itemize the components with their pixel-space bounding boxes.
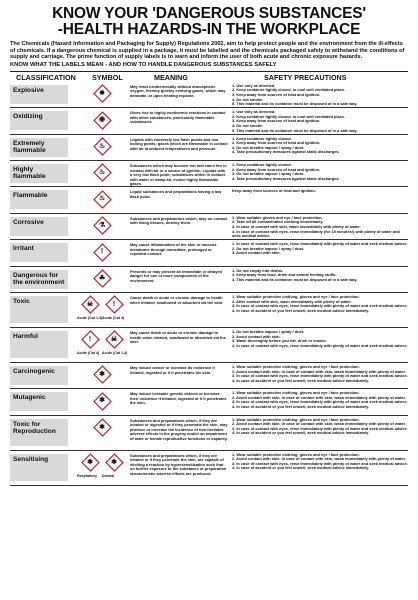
flame-icon: ♨ bbox=[93, 190, 111, 208]
table-row bbox=[10, 240, 408, 266]
symbol-caption: Dermal bbox=[102, 473, 115, 478]
classification-label: Extremely flammable bbox=[10, 138, 68, 157]
classification-label: Oxidizing bbox=[10, 111, 68, 130]
classification-label: Harmful bbox=[10, 331, 68, 358]
precaution-item: 2. Avoid contact with skin. In case of contact with skin, wash immediately with plenty of water. bbox=[232, 394, 406, 400]
table-row bbox=[10, 161, 408, 187]
classification-label: Corrosive bbox=[10, 217, 68, 236]
table-row bbox=[10, 293, 408, 328]
safety-precautions bbox=[232, 84, 408, 107]
safety-precautions bbox=[232, 295, 408, 313]
classification-label: Mutagenic bbox=[10, 392, 68, 411]
precaution-item: 2. Keep away from food, drink and animal feeding stuffs. bbox=[232, 272, 337, 278]
precaution-item: 3. In case of contact with eyes, rinse immediately with plenty of water and seek medical advice. bbox=[232, 399, 408, 405]
precaution-item: 1. Use only as directed. bbox=[232, 82, 276, 88]
meaning-text: May cause death or acute or chronic damage to health when inhaled, swallowed or absorbed via the skin. bbox=[130, 329, 226, 345]
health-hazard-icon: ✱ bbox=[93, 366, 111, 384]
safety-precautions bbox=[232, 418, 408, 436]
meaning-text: Substances which may become hot and catch fire in contact with air or a source of ignition. Liquids with a very low flash point; substances which in contact with water or damp air, evolve highly flammable gases. bbox=[130, 162, 227, 187]
meaning-text: May cause inflammation of the skin or mucous membrane through immediate, prolonged or repeated contact. bbox=[130, 242, 217, 257]
meaning-text: May induce heritable genetic defects or increase their incidence if inhaled, ingested or if it penetrates the skin. bbox=[130, 391, 227, 406]
precaution-item: 1. Do not breathe vapour / spray / dust. bbox=[232, 328, 304, 334]
precaution-item: 4. In case of accident or you feel unwell, seek medical advice immediately. bbox=[232, 307, 370, 313]
precaution-item: 2. Keep container tightly closed, in cool well ventilated place. bbox=[232, 113, 346, 119]
meaning-text: May induce cancer or increase its incidence if inhaled, ingested or if it penetrates the skin. bbox=[130, 364, 215, 375]
precaution-item: 2. Keep away from sources of heat and ignition. bbox=[232, 166, 321, 172]
precaution-item: 1. Do not empty into drains. bbox=[232, 267, 284, 273]
table-row bbox=[10, 214, 408, 240]
classification-label: Carcinogenic bbox=[10, 366, 68, 385]
meaning-text: Cause death or acute or chronic damage to health when inhaled, swallowed or absorbed via the skin. bbox=[130, 294, 224, 305]
precaution-item: 1. Keep container tightly closed. bbox=[232, 161, 292, 167]
flame-over-circle-icon: ◉ bbox=[93, 111, 111, 129]
exclamation-mark-icon: ! bbox=[93, 243, 111, 261]
classification-label: Dangerous for the environment bbox=[10, 270, 68, 289]
table-row bbox=[10, 363, 408, 389]
table-row bbox=[10, 328, 408, 363]
skull-crossbones-icon: ☠ bbox=[81, 296, 99, 314]
classification-label: Highly flammable bbox=[10, 164, 68, 183]
classification-label: Irritant bbox=[10, 243, 68, 262]
table-row bbox=[10, 389, 408, 415]
precaution-item: 2. Keep away from sources of heat and ignition. bbox=[232, 140, 321, 146]
precaution-item: 1. Wear suitable protective clothing, gloves and eye / face protection. bbox=[232, 390, 360, 396]
precaution-item: 2. Avoid contact with skin. In case of contact with skin, wash immediately with plenty of water. bbox=[232, 421, 406, 427]
precaution-item: 2. Avoid contact with skin. In case of contact with skin, wash immediately with plenty of water. bbox=[232, 456, 406, 462]
exclamation-mark-icon: ! bbox=[81, 331, 99, 349]
classification-label: Explosive bbox=[10, 85, 68, 104]
safety-precautions bbox=[232, 216, 408, 239]
precaution-item: 3. Keep away from sources of heat and ignition. bbox=[232, 118, 321, 124]
precaution-item: 3. Do not breathe vapour / spray / dust. bbox=[232, 171, 304, 177]
precaution-item: 2. After contact with skin, wash immediately with plenty of water. bbox=[232, 298, 352, 304]
health-hazard-icon: ✱ bbox=[93, 392, 111, 410]
precaution-item: 4. Do not smoke. bbox=[232, 122, 264, 128]
skull-crossbones-icon: ☠ bbox=[105, 331, 123, 349]
table-row bbox=[10, 108, 408, 134]
safety-precautions bbox=[232, 391, 408, 409]
precaution-item: 4. In case of accident or you feel unwell, seek medical advice immediately. bbox=[232, 465, 370, 471]
precaution-item: 1. Use only as directed. bbox=[232, 109, 276, 115]
precaution-item: 1. Wear suitable protective clothing, gloves and eye / face protection. bbox=[232, 416, 360, 422]
precaution-item: 3. This material and its container must be disposed of in a safe way. bbox=[232, 276, 358, 282]
precaution-item: 4. In case of accident or you feel unwell, seek medical advice immediately. bbox=[232, 377, 370, 383]
precaution-item: 1. Wear suitable protective clothing, gloves and eye / face protection. bbox=[232, 451, 360, 457]
precaution-item: 1. Wear suitable protective clothing, gloves and eye / face protection. bbox=[232, 363, 360, 369]
precaution-item: 4. Do not smoke. bbox=[232, 96, 264, 102]
table-row bbox=[10, 135, 408, 161]
meaning-text: Substances and preparations which, if they are inhaled or if they penetrate the skin, are capable of eliciting a reaction by hypersensitization such that on further exposure to the substance or preparation characteristic adverse effects are produced. bbox=[130, 452, 227, 477]
symbol-caption: Acute (Cat 1-3) bbox=[102, 350, 128, 355]
flame-icon: ♨ bbox=[93, 164, 111, 182]
table-row bbox=[10, 451, 408, 486]
precaution-item: Keep away from sources of heat and ignition. bbox=[232, 188, 316, 194]
exclamation-mark-icon: ! bbox=[105, 296, 123, 314]
meaning-text: Gives rise to highly exothermic reactions in contact with other substances, particularly flammable substances. bbox=[130, 110, 226, 125]
precaution-item: 4. In case of contact with eyes, rinse immediately (for 15 minutes!) with plenty of water and seek medical advice. bbox=[232, 228, 400, 239]
intro-paragraph: The Chemicals (Hazard Information and Packaging for Supply) Regulations 2002, aim to help protect people and the environment from the ill-effects of chemicals. If a dangerous chemical is supplied in a package, it must be labelled and the chemicals packaged safely to withstand the conditions of supply and carriage. The prime function of supply labels is to warn and inform the user of both acute and chronic exposure hazards. bbox=[10, 41, 405, 61]
table-row bbox=[10, 416, 408, 451]
symbol-caption: Acute (Cat 4) bbox=[102, 315, 125, 320]
safety-precautions bbox=[232, 110, 408, 133]
safety-precautions bbox=[232, 242, 408, 256]
precaution-item: 3. In case of contact with skin, wash immediately with plenty of water. bbox=[232, 223, 361, 229]
classification-label: Sensitising bbox=[10, 454, 68, 481]
safety-precautions bbox=[232, 365, 408, 383]
safety-precautions bbox=[232, 453, 408, 471]
safety-precautions bbox=[232, 137, 408, 155]
health-hazard-icon: ✱ bbox=[81, 454, 99, 472]
meaning-text: Substances and preparations which, if they are inhaled or ingested or if they penetrate the skin, may produce or increase the incidence of non-heritable adverse effects in the progeny and/or an impairment of male or female reproductive functions or capacity. bbox=[130, 417, 228, 442]
environment-icon: ☘ bbox=[93, 270, 111, 288]
precaution-item: 3. Keep away from sources of heat and ignition. bbox=[232, 91, 321, 97]
symbol-caption: Acute (Cat 4) bbox=[77, 350, 100, 355]
table-row bbox=[10, 82, 408, 108]
precaution-item: 4. Take precautionary measures against static discharges. bbox=[232, 149, 340, 155]
header-symbol: SYMBOL bbox=[92, 72, 123, 82]
precaution-item: 1. Keep container tightly closed. bbox=[232, 135, 292, 141]
safety-precautions bbox=[232, 163, 408, 181]
safety-precautions bbox=[232, 330, 408, 348]
precaution-item: 3. In case of contact with eyes, rinse immediately with plenty of water and seek medical advice. bbox=[232, 460, 408, 466]
precaution-item: 4. In case of accident or you feel unwell, seek medical advice immediately. bbox=[232, 404, 370, 410]
precaution-item: 2. Avoid contact with skin. bbox=[232, 333, 281, 339]
precaution-item: 4. In case of contact with eyes, rinse immediately with plenty of water and seek medical advice. bbox=[232, 342, 408, 348]
flame-icon: ♨ bbox=[93, 138, 111, 156]
precaution-item: 5. This material and its container must be disposed of in a safe way. bbox=[232, 101, 358, 107]
classification-label: Toxic for Reproduction bbox=[10, 419, 68, 446]
precaution-item: 3. In case of contact with eyes, rinse immediately with plenty of water and seek medical advice. bbox=[232, 303, 408, 309]
header-classification: CLASSIFICATION bbox=[16, 72, 76, 82]
symbol-caption: Acute (Cat 1-3) bbox=[77, 315, 103, 320]
health-hazard-icon: ✱ bbox=[93, 419, 111, 437]
meaning-text: Substances and preparations which, may on contact with living tissues, destroy them. bbox=[130, 215, 228, 226]
poster-title-line-1: KNOW YOUR 'DANGEROUS SUBSTANCES' bbox=[52, 5, 366, 22]
precaution-item: 1. In case of contact with eyes, rinse immediately with plenty of water and seek medical advice. bbox=[232, 241, 408, 247]
precaution-item: 4. In case of accident or you feel unwell, seek medical advice immediately. bbox=[232, 430, 370, 436]
symbol-caption: Respiratory bbox=[77, 473, 97, 478]
health-hazard-icon: ✱ bbox=[105, 454, 123, 472]
safety-precautions bbox=[232, 189, 408, 194]
meaning-text: Liquids with extremely low flash points and low boiling points; gases which are flammable in contact with air at ambient temperatures and pressure. bbox=[130, 136, 228, 151]
header-meaning: MEANING bbox=[154, 72, 188, 82]
header-safety-precautions: SAFETY PRECAUTIONS bbox=[264, 72, 347, 82]
precaution-item: 3. In case of contact with eyes, rinse immediately with plenty of water and seek medical advice. bbox=[232, 373, 408, 379]
precaution-item: 1. Wear suitable gloves and eye / face protection. bbox=[232, 214, 323, 220]
precaution-item: 2. Avoid contact with skin. In case of contact with skin, wash immediately with plenty of water. bbox=[232, 368, 406, 374]
meaning-text: Liquid substances and preparations having a low flash point. bbox=[130, 189, 222, 199]
column-headers bbox=[10, 71, 408, 82]
corrosion-icon: ⚗ bbox=[93, 217, 111, 235]
precaution-item: 3. Wash thoroughly before you eat, drink or smoke. bbox=[232, 338, 327, 344]
precaution-item: 5. This material and its container must be disposed of in a safe way. bbox=[232, 127, 358, 133]
precaution-item: 1. Wear suitable protective clothing, gloves and eye / face protection. bbox=[232, 293, 360, 299]
table-row bbox=[10, 267, 408, 293]
exploding-bomb-icon: ✸ bbox=[93, 85, 111, 103]
precaution-item: 3. Do not breathe vapour / spray / dust. bbox=[232, 144, 304, 150]
poster-title-line-2: -HEALTH HAZARDS-IN THE WORKPLACE bbox=[57, 21, 361, 38]
precaution-item: 3. In case of contact with eyes, rinse immediately with plenty of water and seek medical advice. bbox=[232, 425, 408, 431]
precaution-item: 2. Take off all contaminated clothing immediately. bbox=[232, 219, 324, 225]
classification-label: Flammable bbox=[10, 190, 68, 209]
precaution-item: 2. Keep container tightly closed, in cool well ventilated place. bbox=[232, 87, 346, 93]
hazard-table bbox=[10, 82, 408, 486]
safety-precautions bbox=[232, 269, 408, 283]
meaning-text: Presents or may present an immediate or delayed danger for one or more components of the environment. bbox=[130, 268, 222, 283]
meaning-text: May react exothermically without atmospheric oxygen, thereby quickly evolving gases, which may detonate, or upon heating explode. bbox=[130, 83, 226, 98]
classification-label: Toxic bbox=[10, 296, 68, 323]
precaution-item: 2. Do not breathe vapour / spray / dust. bbox=[232, 245, 304, 251]
precaution-item: 4. Take precautionary measures against static discharges. bbox=[232, 175, 340, 181]
subheading: KNOW WHAT THE LABELS MEAN - AND HOW TO HANDLE DANGEROUS SUBSTANCES SAFELY bbox=[10, 61, 277, 68]
precaution-item: 3. Avoid contact with skin. bbox=[232, 250, 281, 256]
table-row bbox=[10, 187, 408, 213]
